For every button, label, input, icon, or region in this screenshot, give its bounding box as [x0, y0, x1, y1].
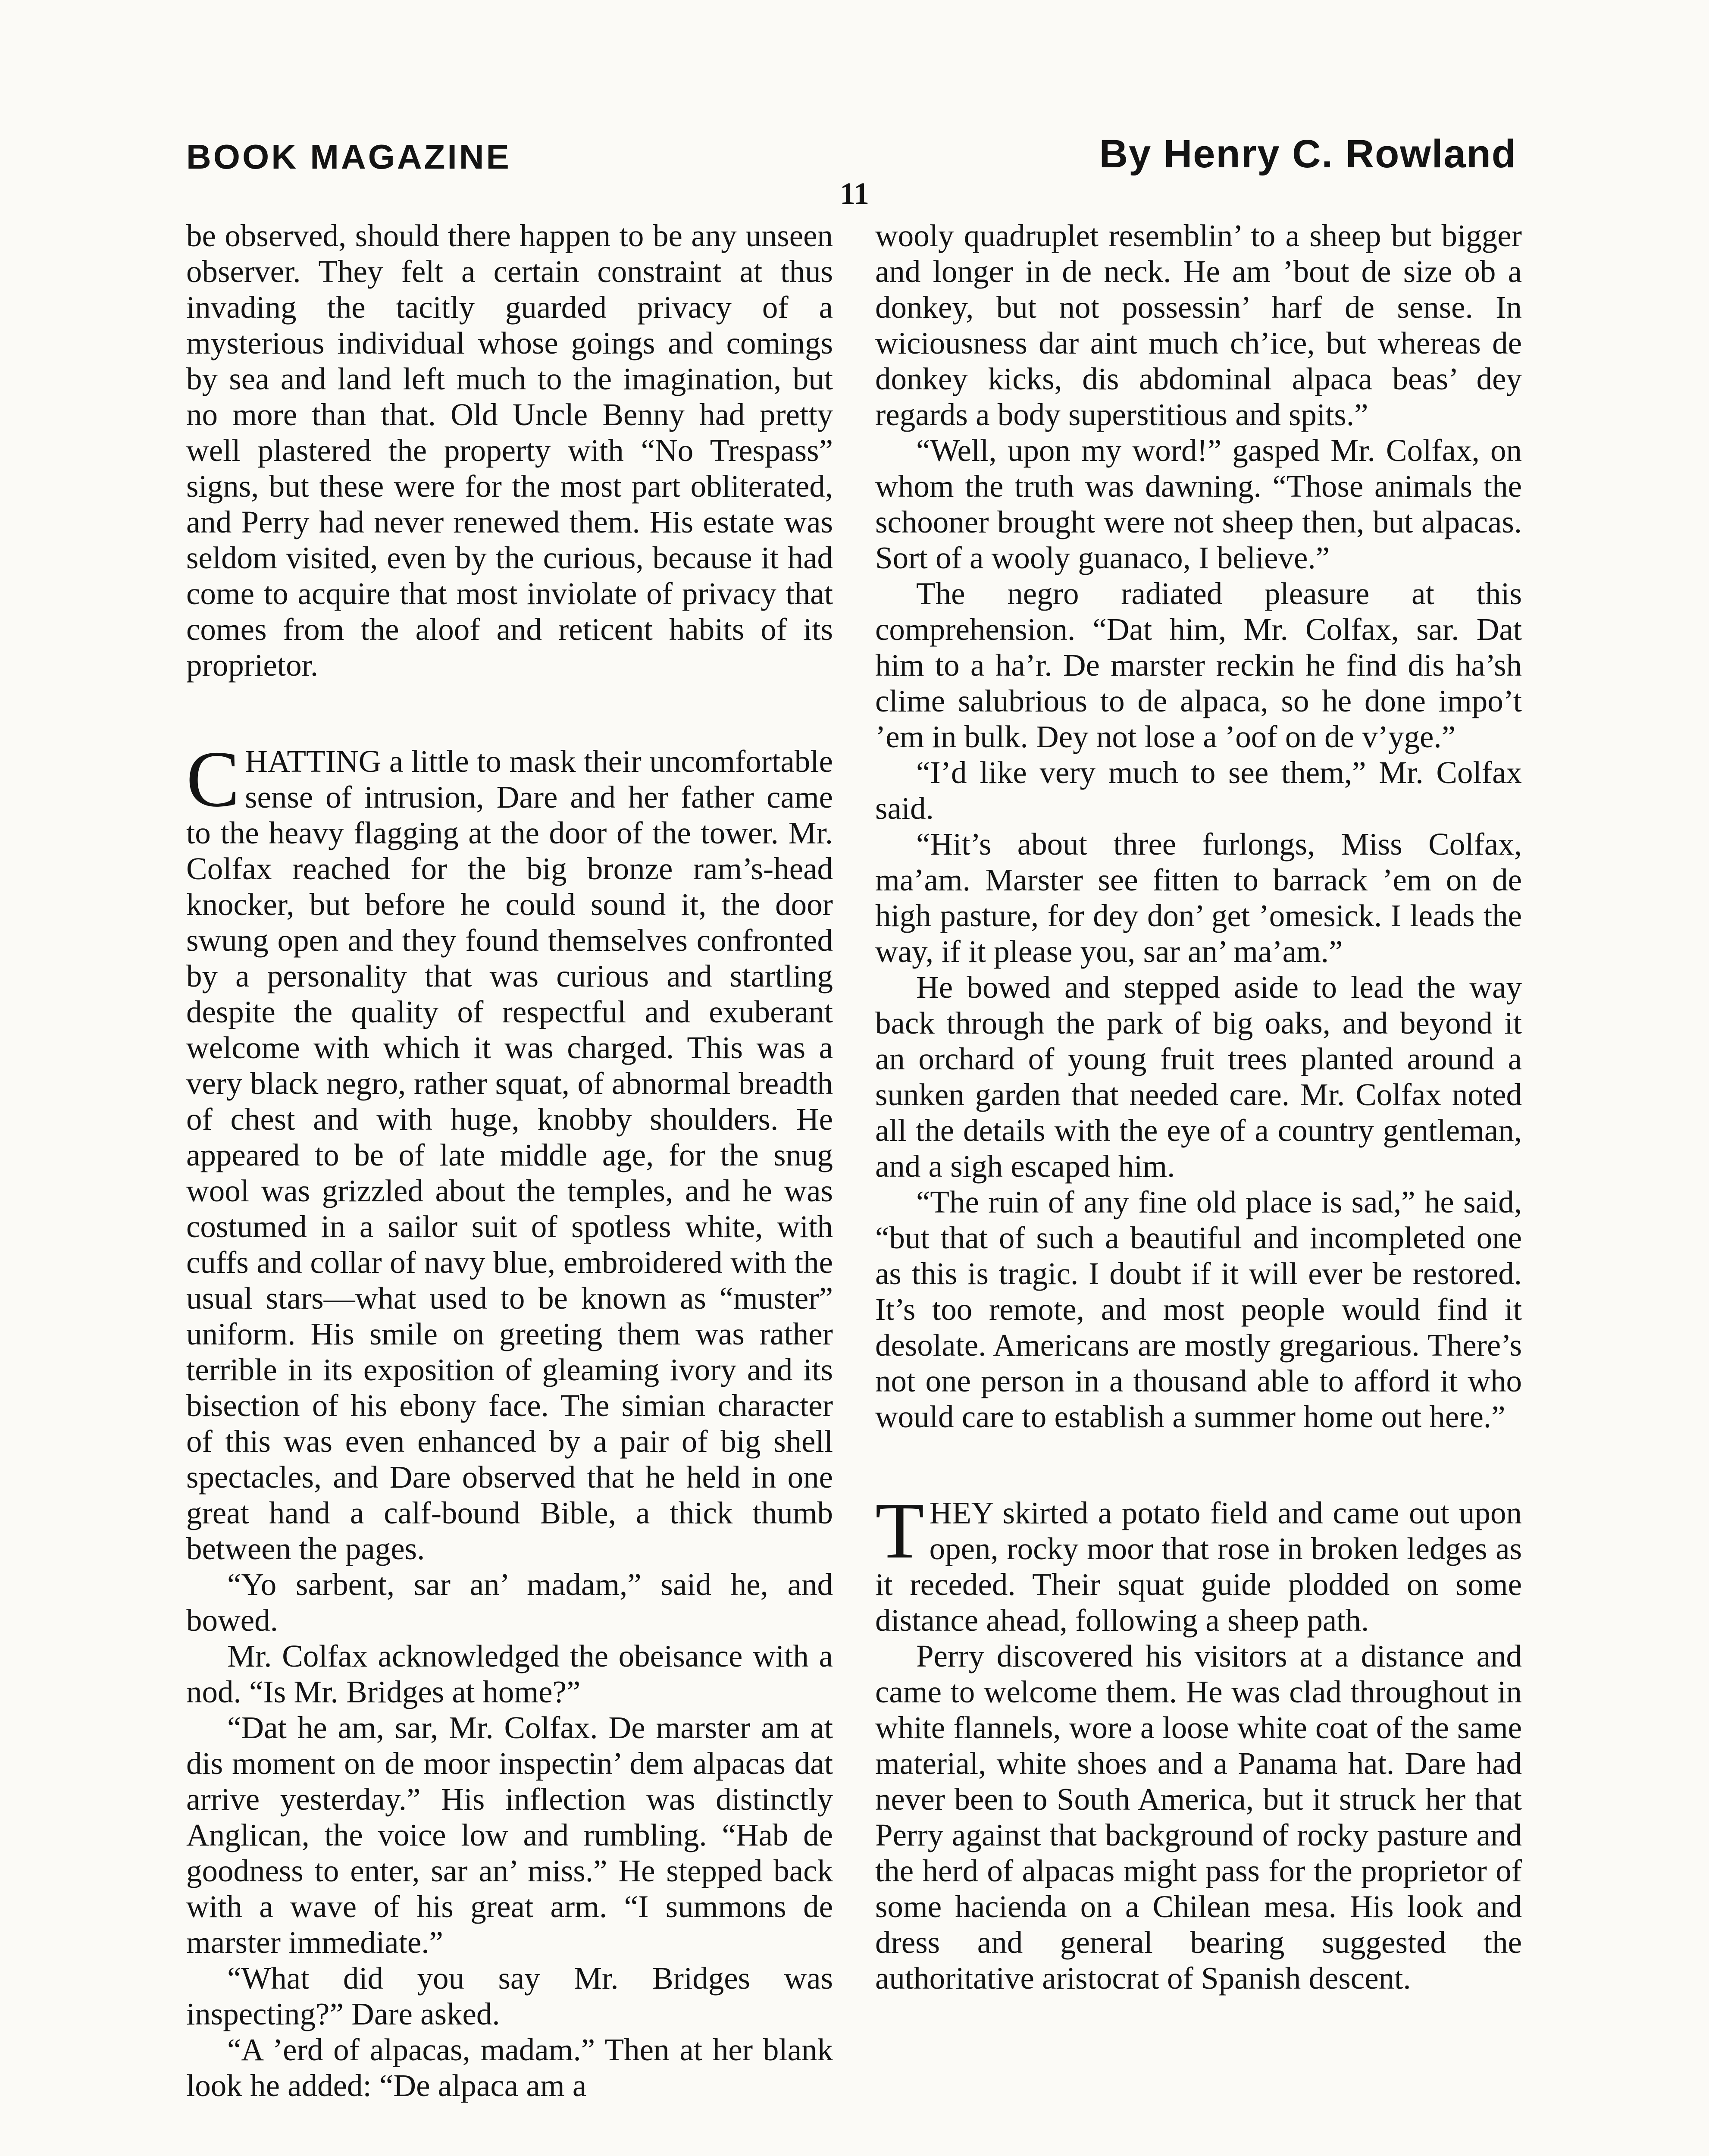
paragraph-text: HATTING a little to mask their uncomfortable sense of intrusion, Dare and her father came to the heavy flagging at the door of the tower. Mr. Colfax reached for the big bronze ram’s-head knocker, but before he could sound it, the door swung open and they found themselves confronted by a personality that was curious and startling despite the quality of respectful and exuberant welcome with which it was charged. This was a very black negro, rather squat, of abnormal breadth of chest and with huge, knobby shoulders. He appeared to be of late middle age, for the snug wool was grizzled about the temples, and he was costumed in a sailor suit of spotless white, with cuffs and collar of navy blue, embroidered with the usual stars—what used to be known as “muster” uniform. His smile on greeting them was rather terrible in its exposition of gleaming ivory and its bisection of his ebony face. The simian character of this was even enhanced by a pair of big shell spectacles, and Dare observed that he held in one great hand a calf-bound Bible, a thick thumb between the pages.	[186, 744, 833, 1566]
right-column	[875, 218, 1522, 1996]
drop-cap: T	[875, 1486, 924, 1575]
paragraph: “Hit’s about three furlongs, Miss Colfax, ma’am. Marster see fitten to barrack ’em on de high pasture, for dey don’ get ’omesick. I leads the way, if it please you, sar an’ ma’am.”	[875, 827, 1522, 969]
paragraph-with-drop-cap	[875, 1486, 1522, 1638]
publication-name: BOOK MAGAZINE	[186, 138, 511, 176]
paragraph: “What did you say Mr. Bridges was inspecting?” Dare asked.	[186, 1961, 833, 2031]
paragraph: The negro radiated pleasure at this comprehension. “Dat him, Mr. Colfax, sar. Dat him to a ha’r. De marster reckin he find dis ha’sh clime salubrious to de alpaca, so he done impo’t ’em in bulk. Dey not lose a ’oof on de v’yge.”	[875, 576, 1522, 754]
left-column	[186, 218, 833, 2103]
paragraph: He bowed and stepped aside to lead the way back through the park of big oaks, and beyond it an orchard of young fruit trees planted around a sunken garden that needed care. Mr. Colfax noted all the details with the eye of a country gentleman, and a sigh escaped him.	[875, 970, 1522, 1184]
running-head	[186, 129, 1517, 177]
page-number: 11	[839, 176, 870, 211]
author-byline: By Henry C. Rowland	[1099, 132, 1517, 176]
paragraph: “Dat he am, sar, Mr. Colfax. De marster am at dis moment on de moor inspectin’ dem alpacas dat arrive yesterday.” His inflection was distinctly Anglican, the voice low and rumbling. “Hab de goodness to enter, sar an’ miss.” He stepped back with a wave of his great arm. “I summons de marster immediate.”	[186, 1710, 833, 1960]
drop-cap: C	[186, 735, 240, 824]
paragraph: “The ruin of any fine old place is sad,” he said, “but that of such a beautiful and incompleted one as this is tragic. I doubt if it will ever be restored. It’s too remote, and most people would find it desolate. Americans are mostly gregarious. There’s not one person in a thousand able to afford it who would care to establish a summer home out here.”	[875, 1185, 1522, 1434]
paragraph: be observed, should there happen to be any unseen observer. They felt a certain constraint at thus invading the tacitly guarded privacy of a mysterious individual whose goings and comings by sea and land left much to the imagination, but no more than that. Old Uncle Benny had pretty well plastered the property with “No Trespass” signs, but these were for the most part obliterated, and Perry had never renewed them. His estate was seldom visited, even by the curious, because it had come to acquire that most inviolate of privacy that comes from the aloof and reticent habits of its proprietor.	[186, 218, 833, 683]
paragraph: “A ’erd of alpacas, madam.” Then at her blank look he added: “De alpaca am a	[186, 2032, 833, 2103]
paragraph-with-drop-cap	[186, 735, 833, 1567]
paragraph: “I’d like very much to see them,” Mr. Colfax said.	[875, 755, 1522, 826]
paragraph: Mr. Colfax acknowledged the obeisance with a nod. “Is Mr. Bridges at home?”	[186, 1639, 833, 1709]
paragraph-text: HEY skirted a potato field and came out upon open, rocky moor that rose in broken ledges as it receded. Their squat guide plodded on some distance ahead, following a sheep path.	[875, 1495, 1522, 1638]
paragraph: wooly quadruplet resemblin’ to a sheep but bigger and longer in de neck. He am ’bout de size ob a donkey, but not possessin’ harf de sense. In wiciousness dar aint much ch’ice, but whereas de donkey kicks, dis abdominal alpaca beas’ dey regards a body superstitious and spits.”	[875, 218, 1522, 432]
paragraph: “Yo sarbent, sar an’ madam,” said he, and bowed.	[186, 1567, 833, 1638]
paragraph: Perry discovered his visitors at a distance and came to welcome them. He was clad throughout in white flannels, wore a loose white coat of the same material, white shoes and a Panama hat. Dare had never been to South America, but it struck her that Perry against that background of rocky pasture and the herd of alpacas might pass for the proprietor of some hacienda on a Chilean mesa. His look and dress and general bearing suggested the authoritative aristocrat of Spanish descent.	[875, 1639, 1522, 1996]
paragraph: “Well, upon my word!” gasped Mr. Colfax, on whom the truth was dawning. “Those animals the schooner brought were not sheep then, but alpacas. Sort of a wooly guanaco, I believe.”	[875, 433, 1522, 575]
